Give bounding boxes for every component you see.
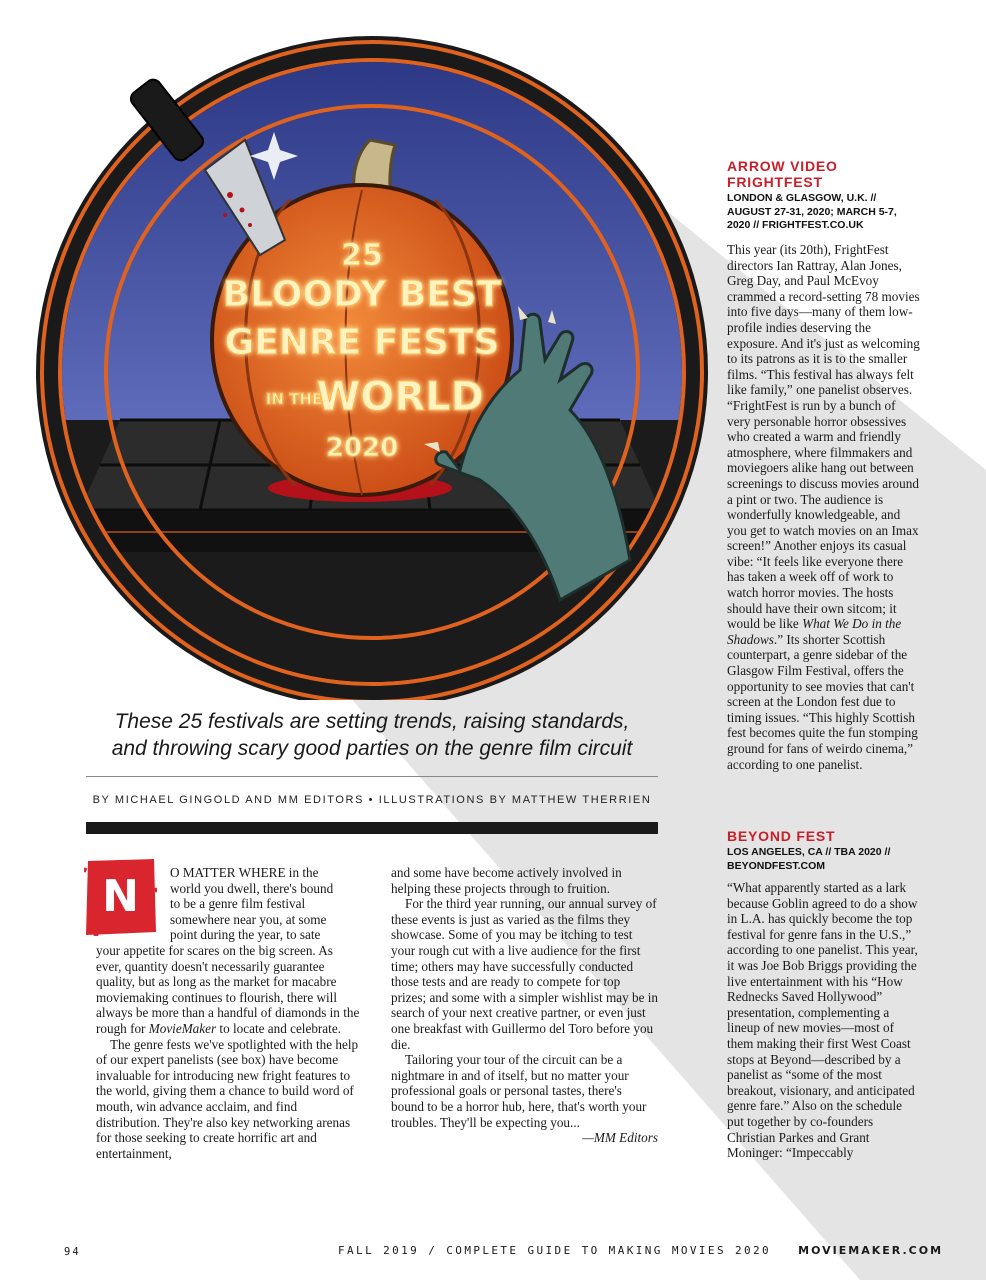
deck [86,708,658,762]
headline-line-4b: WORLD [316,374,484,420]
headline-line-3: GENRE FESTS [224,322,500,363]
magazine-title: MovieMaker [148,1020,217,1036]
intro-paragraph-3: For the third year running, our annual survey of these events is just as varied as the films they showcase. Some of you may be itching to test your rough cut with a live audience for the first time; others may have successfully conducted those tests and are ready to compete for top prizes; and some with a simpler wishlist may be in search of your next creative partner, or even just one breakfast with Guillermo del Toro before you die. [391,896,659,1052]
fest-meta-frightfest: LONDON & GLASGOW, U.K. // AUGUST 27-31, 2020; MARCH 5-7, 2020 // FRIGHTFEST.CO.UK [727,192,897,231]
intro-paragraph-4: Tailoring your tour of the circuit can be a nightmare in and of itself, but no matter your professional goals or personal tastes, there's bound to be a horror hub, here, that's worth your troubles. They'll be expecting you... [391,1052,647,1130]
headline-line-4a: IN THE [265,390,323,408]
fest-body-beyond: “What apparently started as a lark because Goblin agreed to do a show in L.A. has quickly become the top festival for genre fans in the U.S.,” according to one panelist. This year, it was Joe Bob Briggs providing the live entertainment with his “How Rednecks Saved Hollywood” presentation, complementing a lineup of new movies—most of them making their first West Coast stops at Beyond—described by a panelist as “some of the most breakout, visionary, and anticipated genre fare.” Also on the schedule put together by co-founders Christian Parkes and Grant Moninger: “Impeccably [727,880,918,1161]
intro-line-3: to be a genre film festival [170,896,306,912]
intro-line-4: somewhere near you, at some [170,911,327,927]
fest-title-beyond: BEYOND FEST [727,828,836,844]
signoff: —MM Editors [582,1130,658,1146]
dropcap-letter: N [102,871,139,922]
intro-column-2 [391,865,658,1146]
page-number: 94 [64,1246,81,1258]
film-title: What We Do in the Shadows [727,616,902,647]
intro-line-2: world you dwell, there's bound [170,880,334,896]
intro-paragraph-2-cont: and some have become actively involved in helping these projects through to fruition. [391,865,622,896]
deck-rule [86,776,658,777]
headline-year: 2020 [325,433,399,463]
intro-line-5: point during the year, to sate [170,927,321,943]
fest-meta-beyond: LOS ANGELES, CA // TBA 2020 // BEYONDFEST.COM [727,846,891,872]
intro-paragraph-1-body: your appetite for scares on the big screen. As ever, quantity doesn't necessarily guarantee quality, but as long as the market for macabre moviemaking continues to flourish, there will always be more than a handful of diamonds in the rough for MovieMaker to locate and celebrate. [96,942,360,1036]
deck-line-1: These 25 festivals are setting trends, raising standards, [114,710,630,733]
byline: BY MICHAEL GINGOLD AND MM EDITORS • ILLUSTRATIONS BY MATTHEW THERRIEN [92,794,652,806]
headline-line-2: BLOODY BEST [222,274,502,315]
fest-body-frightfest: This year (its 20th), FrightFest directors Ian Rattray, Alan Jones, Greg Day, and Paul McEvoy crammed a record-setting 78 movies into five days—many of them low-profile indies deserving the exposure. And it's just as welcoming to its patrons as it is to the smaller films. “This festival has always felt like family,” one panelist observes. “FrightFest is run by a bunch of very personable horror obsessives who created a warm and friendly atmosphere, where filmmakers and moviegoers alike hang out between screenings to discuss movies around a pint or two. The audience is wonderfully knowledgeable, and you get to watch movies on an Imax screen!” Another enjoys its casual vibe: “It feels like everyone there has taken a week off of work to watch horror movies. The hosts should have their own sitcom; it would be like What We Do in the Shadows.” Its shorter Scottish counterpart, a genre sidebar of the Glasgow Film Festival, offers the opportunity to see movies that can't screen at the London fest due to timing issues. “This highly Scottish fest becomes quite the fun stomping ground for fans of weirdo cinema,” according to one panelist. [727,242,920,772]
section-rule [86,822,658,834]
headline-number: 25 [341,238,383,273]
issue-label: FALL 2019 / COMPLETE GUIDE TO MAKING MOVIES 2020 [338,1244,772,1257]
intro-line-1: O MATTER WHERE in the [170,865,319,880]
running-footer [338,1244,943,1257]
intro-column-1 [96,865,361,1161]
deck-line-2: and throwing scary good parties on the genre film circuit [111,737,633,760]
intro-paragraph-2: The genre fests we've spotlighted with the help of our expert panelists (see box) have become invaluable for introducing new fright features to the world, giving them a chance to build word of mouth, win advance acclaim, and find distribution. They're also key networking arenas for those seeking to create horrific art and entertainment, [96,1036,359,1161]
fest-title-frightfest: ARROW VIDEO FRIGHTFEST [727,158,838,190]
site-label: MOVIEMAKER.COM [798,1244,944,1257]
